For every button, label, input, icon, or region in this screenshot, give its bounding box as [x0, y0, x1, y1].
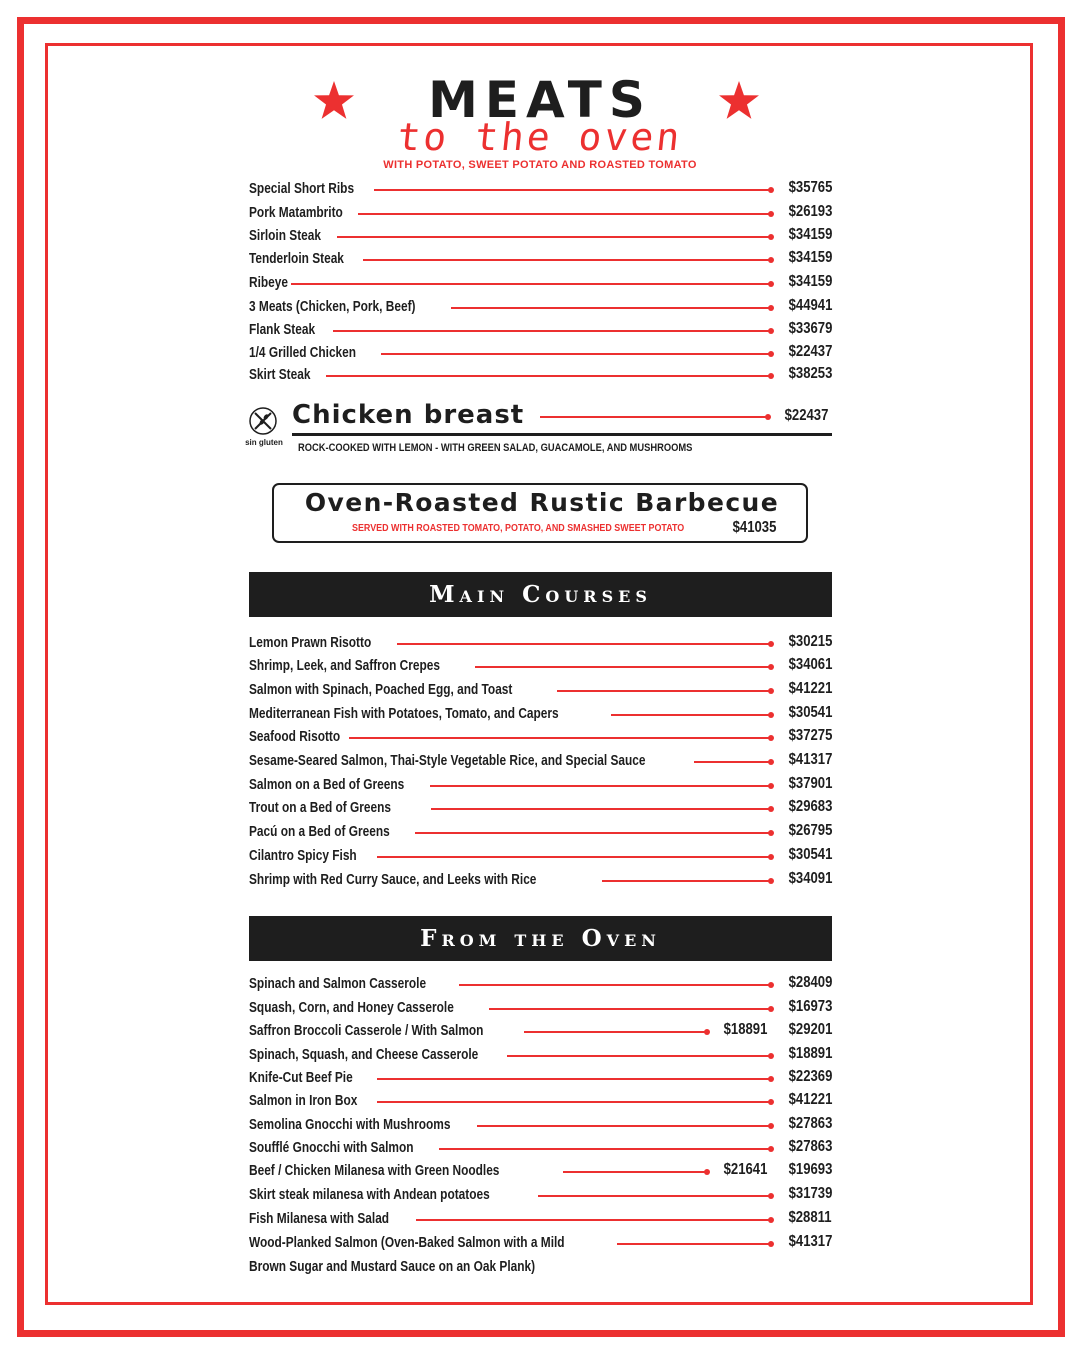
leader-line: [459, 984, 771, 986]
menu-item-row: [249, 319, 832, 341]
menu-item-price: $41317: [788, 1233, 832, 1250]
menu-item-name: Fish Milanesa with Salad: [249, 1211, 390, 1227]
menu-item-row: [249, 225, 832, 247]
leader-line: [524, 1031, 707, 1033]
leader-line: [439, 1148, 771, 1150]
meats-title: MEATS: [428, 71, 652, 129]
menu-item-name: Semolina Gnocchi with Mushrooms: [249, 1117, 451, 1133]
menu-item-name: 3 Meats (Chicken, Pork, Beef): [249, 299, 416, 315]
menu-item-name: Squash, Corn, and Honey Casserole: [249, 1000, 454, 1016]
barbecue-price: $41035: [732, 519, 776, 536]
menu-item-name: Cilantro Spicy Fish: [249, 848, 357, 864]
main-courses-banner: [249, 572, 832, 617]
menu-item-row: [249, 1208, 832, 1230]
menu-item-name: Beef / Chicken Milanesa with Green Noodles: [249, 1163, 500, 1179]
menu-item-row: [249, 845, 832, 867]
leader-line: [694, 761, 771, 763]
menu-item-price: $44941: [788, 297, 832, 314]
menu-item-price: $30215: [788, 633, 832, 650]
menu-item-name: Pacú on a Bed of Greens: [249, 824, 390, 840]
menu-item-name: Mediterranean Fish with Potatoes, Tomato, and Capers: [249, 706, 559, 722]
menu-item-price: $30541: [788, 704, 832, 721]
barbecue-title: Oven-Roasted Rustic Barbecue: [304, 488, 780, 517]
menu-item-row: [249, 1114, 832, 1136]
leader-line: [477, 1125, 771, 1127]
menu-item-name: Shrimp with Red Curry Sauce, and Leeks with Rice: [249, 872, 537, 888]
menu-item-price: $33679: [788, 320, 832, 337]
menu-item-row: [249, 248, 832, 270]
menu-item-name: Sesame-Seared Salmon, Thai-Style Vegetable Rice, and Special Sauce: [249, 753, 646, 769]
menu-item-row: [249, 1020, 832, 1042]
menu-item-row: [249, 973, 832, 995]
menu-item-row: [249, 1044, 832, 1066]
menu-item-price: $41317: [788, 751, 832, 768]
menu-item-price: $27863: [788, 1115, 832, 1132]
chicken-breast-name: Chicken breast: [292, 400, 525, 430]
meats-note: WITH POTATO, SWEET POTATO AND ROASTED TOMATO: [383, 159, 697, 171]
menu-item-price: $35765: [788, 179, 832, 196]
menu-item-name: 1/4 Grilled Chicken: [249, 345, 357, 361]
leader-line: [430, 785, 771, 787]
barbecue-box: [272, 483, 808, 543]
barbecue-description: SERVED WITH ROASTED TOMATO, POTATO, AND SMASHED SWEET POTATO: [352, 522, 685, 534]
menu-item-name: Soufflé Gnocchi with Salmon: [249, 1140, 414, 1156]
menu-item-row: [249, 997, 832, 1019]
leader-line: [337, 236, 771, 238]
menu-item-continuation: Brown Sugar and Mustard Sauce on an Oak Plank): [249, 1259, 536, 1275]
main-courses-title: Main Courses: [429, 581, 652, 608]
leader-line: [451, 307, 771, 309]
menu-item-name: Trout on a Bed of Greens: [249, 800, 392, 816]
menu-item-row: [249, 1067, 832, 1089]
menu-item-price: $26795: [788, 822, 832, 839]
menu-item-name: Spinach and Salmon Casserole: [249, 976, 427, 992]
leader-line: [326, 375, 771, 377]
menu-item-price: $18891: [788, 1045, 832, 1062]
leader-line: [377, 1078, 771, 1080]
gluten-free-label: sin gluten: [245, 438, 283, 447]
menu-item-price: $41221: [788, 680, 832, 697]
menu-item-row: [249, 726, 832, 748]
chicken-breast-price: $22437: [784, 407, 828, 424]
leader-line: [363, 259, 771, 261]
menu-item-price: $27863: [788, 1138, 832, 1155]
menu-item-name: Shrimp, Leek, and Saffron Crepes: [249, 658, 440, 674]
menu-item-price: $28811: [788, 1209, 832, 1226]
menu-item-price: $37275: [788, 727, 832, 744]
from-oven-title: From the Oven: [420, 925, 661, 952]
menu-item-price: $30541: [788, 846, 832, 863]
menu-item-name: Spinach, Squash, and Cheese Casserole: [249, 1047, 479, 1063]
menu-item-name: Special Short Ribs: [249, 181, 355, 197]
leader-line: [349, 737, 771, 739]
chicken-underline: [292, 433, 832, 436]
menu-item-name: Sirloin Steak: [249, 228, 322, 244]
leader-line: [381, 353, 771, 355]
chicken-breast-description: ROCK-COOKED WITH LEMON - WITH GREEN SALAD, GUACAMOLE, AND MUSHROOMS: [298, 442, 693, 454]
menu-item-name: Lemon Prawn Risotto: [249, 635, 372, 651]
menu-item-row: [249, 679, 832, 701]
leader-line: [611, 714, 771, 716]
menu-item-row: [249, 202, 832, 224]
chicken-breast-feature: [244, 400, 834, 462]
menu-item-price: $22369: [788, 1068, 832, 1085]
leader-line: [291, 283, 771, 285]
menu-item-name: Salmon in Iron Box: [249, 1093, 358, 1109]
menu-item-name: Tenderloin Steak: [249, 251, 344, 267]
menu-item-row: [249, 703, 832, 725]
menu-item-row: [249, 750, 832, 772]
menu-item-price: $16973: [788, 998, 832, 1015]
menu-item-alt-price: $21641: [723, 1161, 767, 1178]
menu-item-row: [249, 342, 832, 364]
menu-item-row: [249, 632, 832, 654]
menu-item-name: Skirt Steak: [249, 367, 311, 383]
leader-line: [602, 880, 771, 882]
leader-line: [507, 1055, 771, 1057]
menu-item-name: Knife-Cut Beef Pie: [249, 1070, 353, 1086]
menu-item-row: [249, 296, 832, 318]
menu-item-row: [249, 869, 832, 891]
menu-item-name: Salmon on a Bed of Greens: [249, 777, 405, 793]
leader-line: [374, 189, 771, 191]
leader-line: [431, 808, 771, 810]
menu-item-row: [249, 1137, 832, 1159]
menu-item-price: $34061: [788, 656, 832, 673]
leader-line: [538, 1195, 771, 1197]
menu-item-price: $34159: [788, 226, 832, 243]
menu-item-row: [249, 364, 832, 386]
leader-line: [377, 856, 771, 858]
leader-line: [333, 330, 771, 332]
menu-item-row: [249, 1232, 832, 1254]
gluten-free-icon: [248, 406, 278, 436]
menu-item-row: [249, 821, 832, 843]
leader-line: [475, 666, 771, 668]
menu-item-price: $34159: [788, 273, 832, 290]
menu-item-price: $19693: [788, 1161, 832, 1178]
menu-item-row: [249, 1090, 832, 1112]
menu-item-name: Wood-Planked Salmon (Oven-Baked Salmon with a Mild: [249, 1235, 565, 1251]
leader-line: [358, 213, 771, 215]
leader-line: [397, 643, 771, 645]
menu-item-price: $34091: [788, 870, 832, 887]
menu-item-name: Saffron Broccoli Casserole / With Salmon: [249, 1023, 484, 1039]
menu-item-price: $37901: [788, 775, 832, 792]
menu-item-row: [249, 272, 832, 294]
chicken-leader-line: [540, 416, 768, 418]
menu-item-row: [249, 655, 832, 677]
from-oven-banner: [249, 916, 832, 961]
menu-item-name: Skirt steak milanesa with Andean potatoes: [249, 1187, 490, 1203]
menu-item-row: [249, 797, 832, 819]
leader-line: [489, 1008, 771, 1010]
menu-item-price: $22437: [788, 343, 832, 360]
meats-subtitle: to the oven: [395, 115, 685, 159]
leader-line: [617, 1243, 771, 1245]
menu-item-row: [249, 178, 832, 200]
menu-item-row: [249, 1184, 832, 1206]
leader-line: [416, 1219, 771, 1221]
leader-line: [557, 690, 771, 692]
menu-item-price: $41221: [788, 1091, 832, 1108]
menu-item-row: [249, 774, 832, 796]
menu-item-name: Flank Steak: [249, 322, 316, 338]
menu-item-price: $26193: [788, 203, 832, 220]
menu-item-name: Salmon with Spinach, Poached Egg, and Toast: [249, 682, 513, 698]
menu-item-name: Seafood Risotto: [249, 729, 341, 745]
menu-item-name: Pork Matambrito: [249, 205, 343, 221]
menu-item-price: $29683: [788, 798, 832, 815]
leader-line: [415, 832, 771, 834]
menu-item-price: $29201: [788, 1021, 832, 1038]
leader-line: [563, 1171, 707, 1173]
menu-item-price: $31739: [788, 1185, 832, 1202]
menu-item-price: $34159: [788, 249, 832, 266]
menu-item-row: [249, 1160, 832, 1182]
menu-item-name: Ribeye: [249, 275, 289, 291]
leader-line: [377, 1101, 771, 1103]
menu-item-alt-price: $18891: [723, 1021, 767, 1038]
menu-item-price: $28409: [788, 974, 832, 991]
menu-item-price: $38253: [788, 365, 832, 382]
